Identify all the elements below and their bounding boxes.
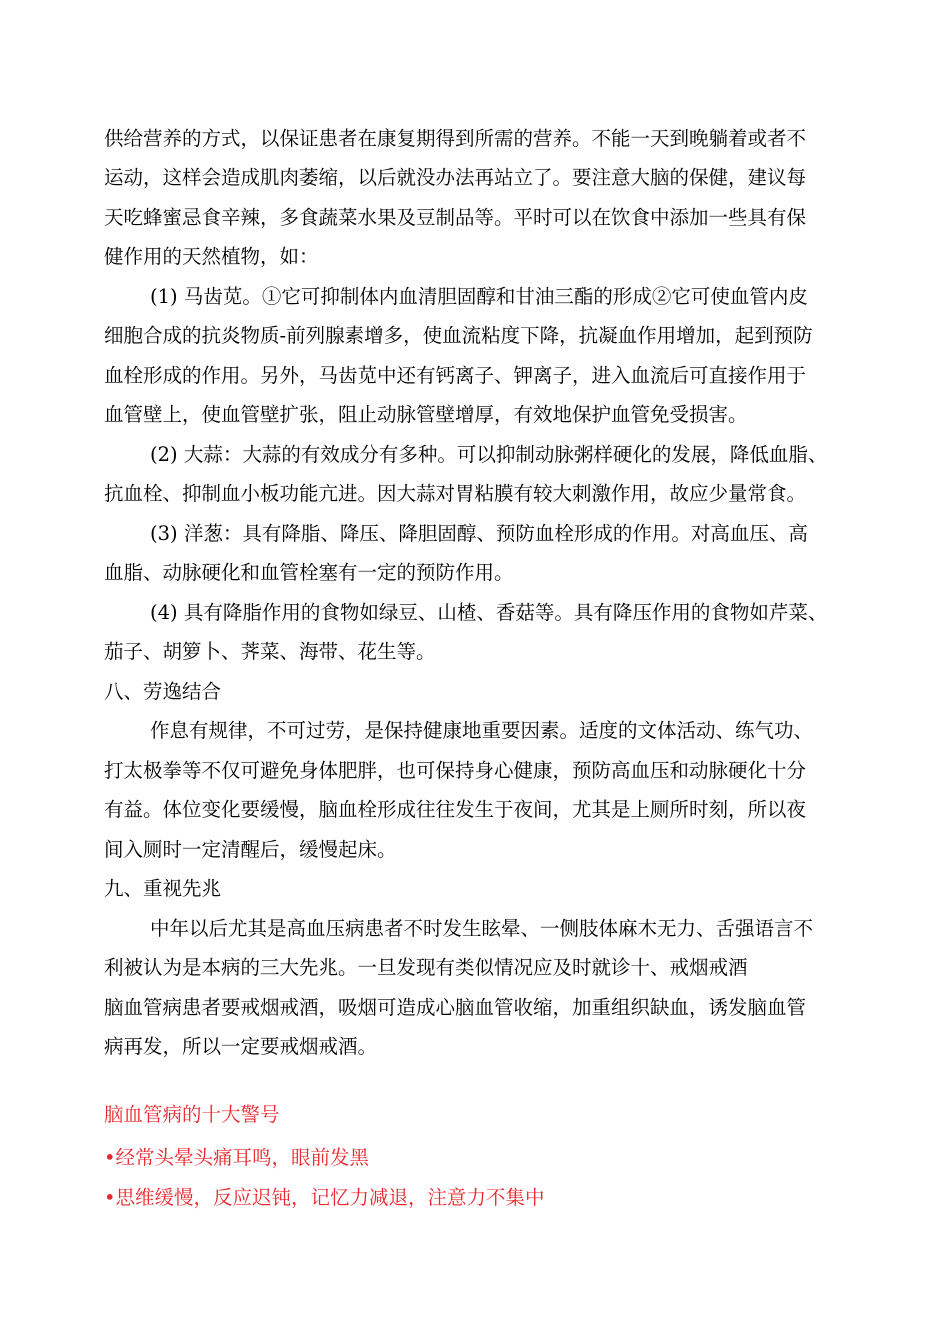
body-line: 运动，这样会造成肌肉萎缩，以后就没办法再站立了。要注意大脑的保健，建议每 — [104, 166, 807, 189]
item-onion: (3) 洋葱：具有降脂、降压、降胆固醇、预防血栓形成的作用。对高血压、高 — [150, 522, 808, 545]
body-line: 抗血栓、抑制血小板功能亢进。因大蒜对胃粘膜有较大刺激作用，故应少量常食。 — [104, 482, 807, 505]
body-line: 供给营养的方式，以保证患者在康复期得到所需的营养。不能一天到晚躺着或者不 — [104, 127, 807, 150]
warning-title: 脑血管病的十大警号 — [104, 1103, 280, 1126]
body-line: 脑血管病患者要戒烟戒酒，吸烟可造成心脑血管收缩，加重组织缺血，诱发脑血管 — [104, 996, 807, 1019]
body-line: 血脂、动脉硬化和血管栓塞有一定的预防作用。 — [104, 561, 514, 584]
section-heading-eight: 八、劳逸结合 — [104, 680, 222, 703]
body-line: 天吃蜂蜜忌食辛辣，多食蔬菜水果及豆制品等。平时可以在饮食中添加一些具有保 — [104, 206, 807, 229]
section-heading-nine: 九、重视先兆 — [104, 877, 222, 900]
body-line: 中年以后尤其是高血压病患者不时发生眩晕、一侧肢体麻木无力、舌强语言不 — [150, 917, 814, 940]
item-purslane: (1) 马齿苋。①它可抑制体内血清胆固醇和甘油三酯的形成②它可使血管内皮 — [150, 285, 808, 308]
body-line: 作息有规律，不可过劳，是保持健康地重要因素。适度的文体活动、练气功、 — [150, 719, 814, 742]
item-foods: (4) 具有降脂作用的食物如绿豆、山楂、香菇等。具有降压作用的食物如芹菜、 — [150, 601, 828, 624]
warning-item: •经常头晕头痛耳鸣，眼前发黑 — [104, 1146, 370, 1169]
body-line: 茄子、胡箩卜、荠菜、海带、花生等。 — [104, 640, 436, 663]
body-line: 打太极拳等不仅可避免身体肥胖，也可保持身心健康，预防高血压和动脉硬化十分 — [104, 759, 807, 782]
item-garlic: (2) 大蒜：大蒜的有效成分有多种。可以抑制动脉粥样硬化的发展，降低血脂、 — [150, 443, 828, 466]
body-line: 利被认为是本病的三大先兆。一旦发现有类似情况应及时就诊十、戒烟戒酒 — [104, 956, 748, 979]
body-line: 血管壁上，使血管壁扩张，阻止动脉管壁增厚，有效地保护血管免受损害。 — [104, 403, 748, 426]
body-line: 病再发，所以一定要戒烟戒酒。 — [104, 1035, 378, 1058]
body-line: 血栓形成的作用。另外，马齿苋中还有钙离子、钾离子，进入血流后可直接作用于 — [104, 364, 807, 387]
warning-item: •思维缓慢，反应迟钝，记忆力减退，注意力不集中 — [104, 1186, 545, 1209]
body-line: 健作用的天然植物，如： — [104, 245, 319, 268]
body-line: 间入厕时一定清醒后，缓慢起床。 — [104, 838, 397, 861]
body-line: 有益。体位变化要缓慢，脑血栓形成往往发生于夜间，尤其是上厕所时刻，所以夜 — [104, 798, 807, 821]
body-line: 细胞合成的抗炎物质-前列腺素增多，使血流粘度下降，抗凝血作用增加，起到预防 — [104, 324, 813, 347]
